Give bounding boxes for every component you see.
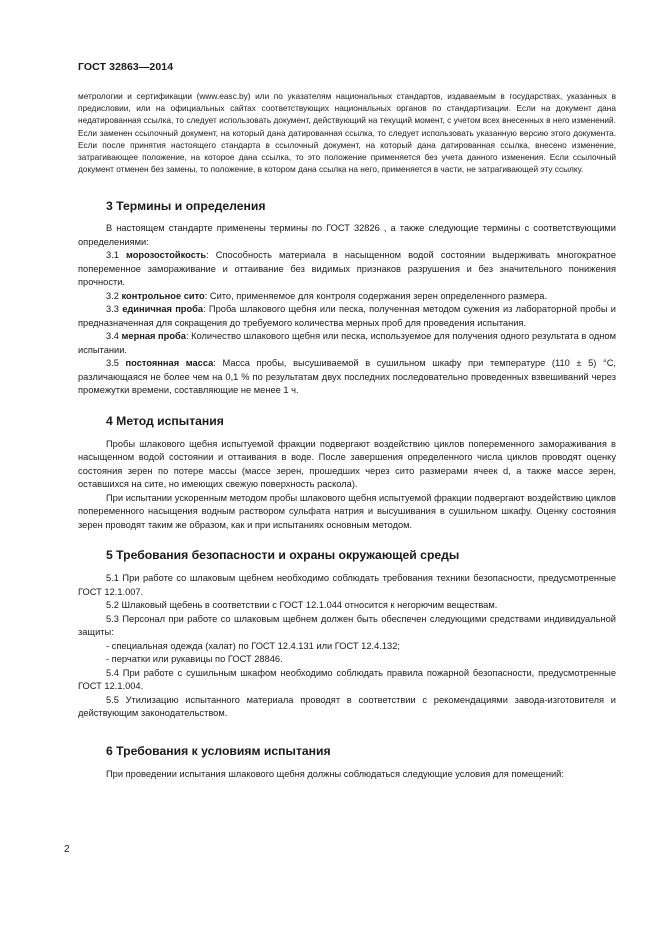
page-number: 2 (64, 844, 70, 855)
term-3-4: 3.4 мерная проба: Количество шлакового щебня или песка, используемое для получения одного результата в одном испытании. (78, 331, 616, 355)
section-6-paragraph-1: При проведении испытания шлакового щебня должны соблюдаться следующие условия для помещений: (106, 768, 564, 779)
clause-5-5: 5.5 Утилизацию испытанного материала проводят в соответствии с рекомендациями завода-изготовителя и действующим законодательством. (78, 694, 616, 719)
term-name: постоянная масса (125, 358, 214, 369)
term-3-1: 3.1 морозостойкость: Способность материала в насыщенном водой состоянии выдерживать многократное попеременное замораживание и оттаивание без видимых признаков разрушения и без значительного понижения прочности. (78, 250, 616, 288)
term-name: морозостойкость (126, 250, 207, 261)
section-4-heading: 4 Метод испытания (106, 413, 224, 428)
document-body (78, 90, 616, 781)
clause-5-3-item-2: - перчатки или рукавицы по ГОСТ 28846. (106, 654, 283, 665)
document-header: ГОСТ 32863—2014 (78, 61, 174, 73)
term-3-2: 3.2 контрольное сито: Сито, применяемое для контроля содержания зерен определенного размера. (106, 290, 548, 301)
term-3-5: 3.5 постоянная масса: Масса пробы, высушиваемой в сушильном шкафу при температуре (110 ± 5) °С, различающаяся не более чем на 0,1 % по результатам двух последних последовательно проведенных взвешиваний через промежутки времени, составляющие не менее 1 ч. (78, 358, 616, 396)
section-6-heading: 6 Требования к условиям испытания (106, 743, 331, 758)
clause-5-1: 5.1 При работе со шлаковым щебнем необходимо соблюдать требования техники безопасности, предусмотренные ГОСТ 12.1.007. (78, 573, 616, 597)
section-5-heading: 5 Требования безопасности и охраны окружающей среды (106, 548, 460, 563)
clause-5-3-item-1: - специальная одежда (халат) по ГОСТ 12.4.131 или ГОСТ 12.4.132; (106, 640, 400, 651)
term-3-3: 3.3 единичная проба: Проба шлакового щебня или песка, полученная методом сужения из лабораторной пробы и предназначенная для сокращения до требуемого количества мерных проб для проведения испытания. (78, 304, 616, 328)
term-name: мерная проба (121, 331, 186, 342)
section-4-paragraph-1: Пробы шлакового щебня испытуемой фракции подвергают воздействию циклов попеременного замораживания в насыщенном водой состоянии и оттаивания в воде. После завершения определенного числа циклов проводят оценку состояния зерен по потере массы (массе зерен, прошедших через сито размерами ячеек d, а также массе зерен, оставшихся на сите, но имеющих свежую поверхность раскола). (78, 438, 616, 490)
term-name: единичная проба (122, 304, 204, 315)
section-3-heading: 3 Термины и определения (106, 199, 266, 214)
clause-5-4: 5.4 При работе с сушильным шкафом необходимо соблюдать правила пожарной безопасности, предусмотренные ГОСТ 12.1.004. (78, 667, 616, 692)
section-3-lead: В настоящем стандарте применены термины по ГОСТ 32826 , а также следующие термины с соответствующими определениями: (78, 223, 616, 247)
clause-5-2: 5.2 Шлаковый щебень в соответствии с ГОСТ 12.1.044 относится к негорючим веществам. (106, 600, 498, 611)
section-4-paragraph-2: При испытании ускоренным методом пробы шлакового щебня испытуемой фракции подвергают воздействию циклов попеременного насыщения водным раствором сульфата натрия и высушивания в сушильном шкафу. Оценку состояния зерен проводят таким же образом, как и при испытаниях основным методом. (78, 492, 616, 530)
clause-5-3: 5.3 Персонал при работе со шлаковым щебнем должен быть обеспечен следующими средствами индивидуальной защиты: (78, 613, 616, 638)
intro-paragraph: метрологии и сертификации (www.easc.by) или по указателям национальных стандартов, издаваемым в государствах, указанных в предисловии, или на официальных сайтах соответствующих национальных органов по стандартизации. Если на документ дана недатированная ссылка, то следует использовать документ, действующий на текущий момент, с учетом всех внесенных в него изменений. Если заменен ссылочный документ, на который дана датированная ссылка, то следует использовать указанную версию этого документа. Если после принятия настоящего стандарта в ссылочный документ, на который дана датированная ссылка, внесено изменение, затрагивающее положение, на которое дана ссылка, то это положение применяется без учета данного изменения. Если ссылочный документ отменен без замены, то положение, в котором дана ссылка на него, применяется в части, не затрагивающей эту ссылку. (78, 91, 616, 175)
term-name: контрольное сито (121, 290, 205, 301)
